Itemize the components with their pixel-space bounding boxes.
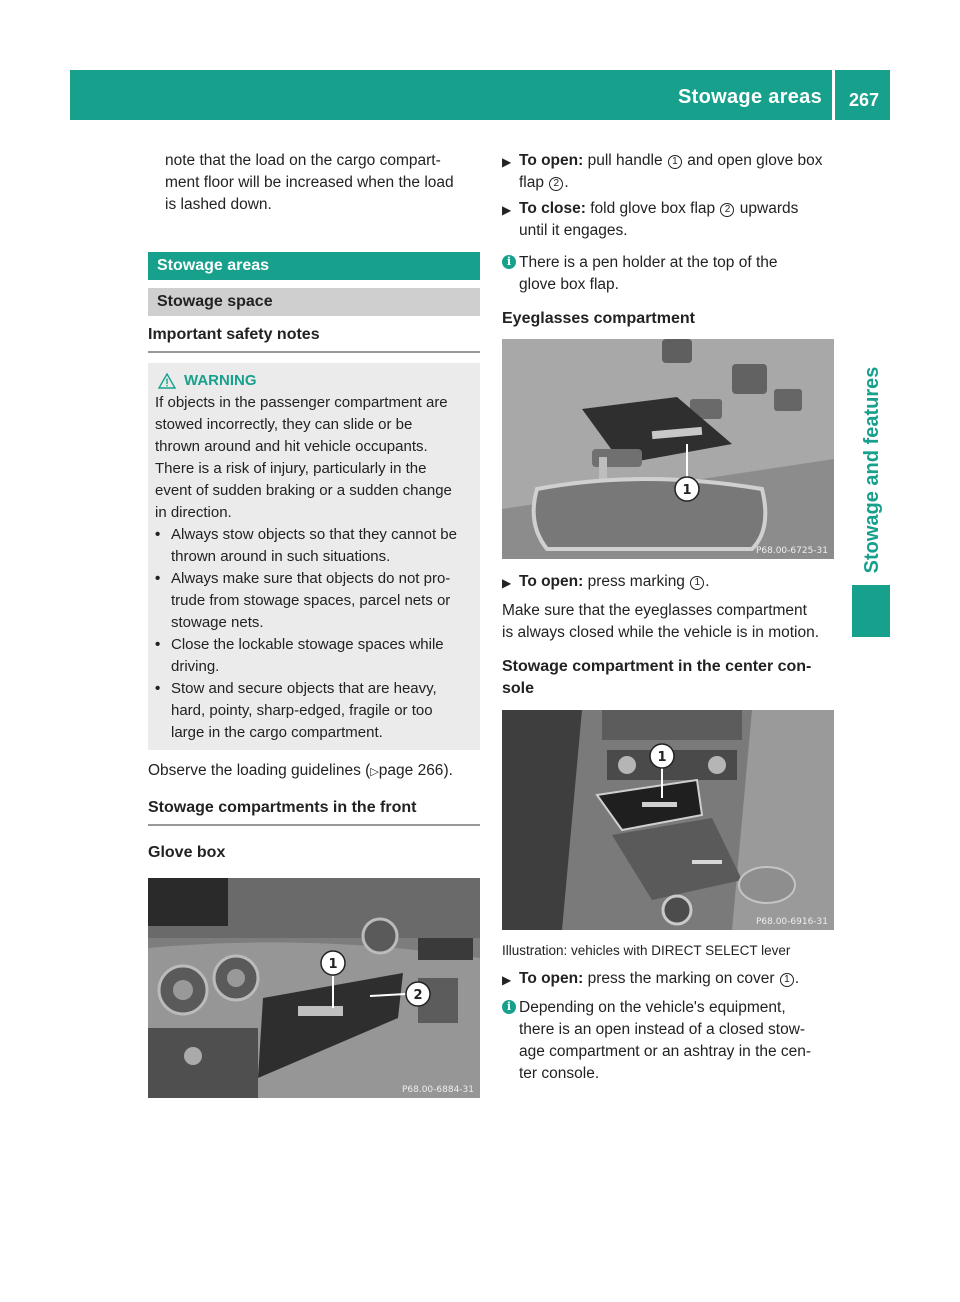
marker-2-icon: 2 [549, 177, 563, 191]
console-caption: Illustration: vehicles with DIRECT SELECT lever [502, 943, 791, 958]
warning-title: WARNING [155, 370, 473, 392]
console-photo [502, 710, 834, 930]
step-arrow-icon: ▶ [502, 155, 512, 169]
console-photo-code: P68.00-6916-31 [755, 917, 828, 927]
console-info: i Depending on the vehicle's equipment, there is an open instead of a closed stow- age compartment or an ashtray in the cen- ter console. [502, 997, 834, 1085]
svg-text:1: 1 [328, 957, 338, 972]
page-ref-arrow-icon: ▷ [370, 766, 379, 778]
page-ref-link[interactable]: page 266 [378, 762, 444, 779]
glovebox-close-step: ▶ To close: fold glove box flap 2 upwards until it engages. [502, 198, 834, 242]
left-column [148, 150, 480, 1098]
glovebox-photo-code: P68.00-6884-31 [401, 1085, 474, 1095]
bullet-icon: • [155, 526, 161, 543]
eyeglass-illustration [502, 339, 834, 559]
pen-holder-info: i There is a pen holder at the top of the glove box flap. [502, 252, 834, 296]
glovebox-photo [148, 878, 480, 1098]
safety-heading: Important safety notes [148, 324, 480, 353]
right-column [502, 150, 834, 1085]
eyeglass-photo [502, 339, 834, 559]
warning-triangle-icon [158, 373, 176, 389]
svg-text:1: 1 [682, 483, 692, 498]
header-title: Stowage areas [678, 86, 822, 108]
subsection-title: Stowage space [148, 288, 480, 316]
eyeglass-heading: Eyeglasses compartment [502, 310, 695, 327]
svg-text:2: 2 [413, 988, 423, 1003]
glovebox-heading: Glove box [148, 844, 226, 861]
step-arrow-icon: ▶ [502, 203, 512, 217]
bullet-icon: • [155, 636, 161, 653]
page-number: 267 [848, 90, 880, 110]
info-icon: i [502, 255, 516, 269]
marker-2-icon: 2 [720, 203, 734, 217]
console-heading: Stowage compartment in the center con- sole [502, 658, 812, 697]
warning-bullet: • Close the lockable stowage spaces while driving. [155, 634, 473, 678]
eyeglass-note: Make sure that the eyeglasses compartment is always closed while the vehicle is in motion. [502, 602, 820, 641]
glovebox-open-step: ▶ To open: pull handle 1 and open glove box flap 2 . [502, 150, 834, 194]
section-title: Stowage areas [148, 252, 480, 280]
console-open-step: ▶ To open: press the marking on cover 1 . [502, 968, 834, 991]
warning-bullet: • Stow and secure objects that are heavy, hard, pointy, sharp-edged, fragile or too large in the cargo compartment. [155, 678, 473, 744]
intro-text: note that the load on the cargo compart- ment floor will be increased when the load is lashed down. [165, 152, 454, 213]
glovebox-illustration [148, 878, 480, 1098]
eyeglass-open-step: ▶ To open: press marking 1 . [502, 571, 834, 594]
front-compartments-heading: Stowage compartments in the front [148, 797, 480, 826]
marker-1-icon: 1 [780, 973, 794, 987]
warning-bullet: • Always stow objects so that they cannot be thrown around in such situations. [155, 524, 473, 568]
bullet-icon: • [155, 570, 161, 587]
svg-text:1: 1 [657, 750, 667, 765]
header-separator [832, 70, 835, 120]
warning-bullet: • Always make sure that objects do not pro- trude from stowage spaces, parcel nets or stowage nets. [155, 568, 473, 634]
warning-text: If objects in the passenger compartment are stowed incorrectly, they can slide or be thrown around and hit vehicle occupants. There is a risk of injury, particularly in the event of sudden braking or a sudden change in direction. [155, 394, 452, 521]
eyeglass-photo-code: P68.00-6725-31 [755, 546, 828, 556]
side-chapter-label: Stowage and features [861, 366, 883, 574]
console-illustration [502, 710, 834, 930]
bullet-icon: • [155, 680, 161, 697]
step-arrow-icon: ▶ [502, 973, 512, 987]
loading-guidelines-text: Observe the loading guidelines (▷page 266). [148, 762, 453, 779]
info-icon: i [502, 1000, 516, 1014]
warning-box [148, 363, 480, 750]
marker-1-icon: 1 [690, 576, 704, 590]
step-arrow-icon: ▶ [502, 576, 512, 590]
side-chapter-marker [852, 585, 890, 637]
marker-1-icon: 1 [668, 155, 682, 169]
